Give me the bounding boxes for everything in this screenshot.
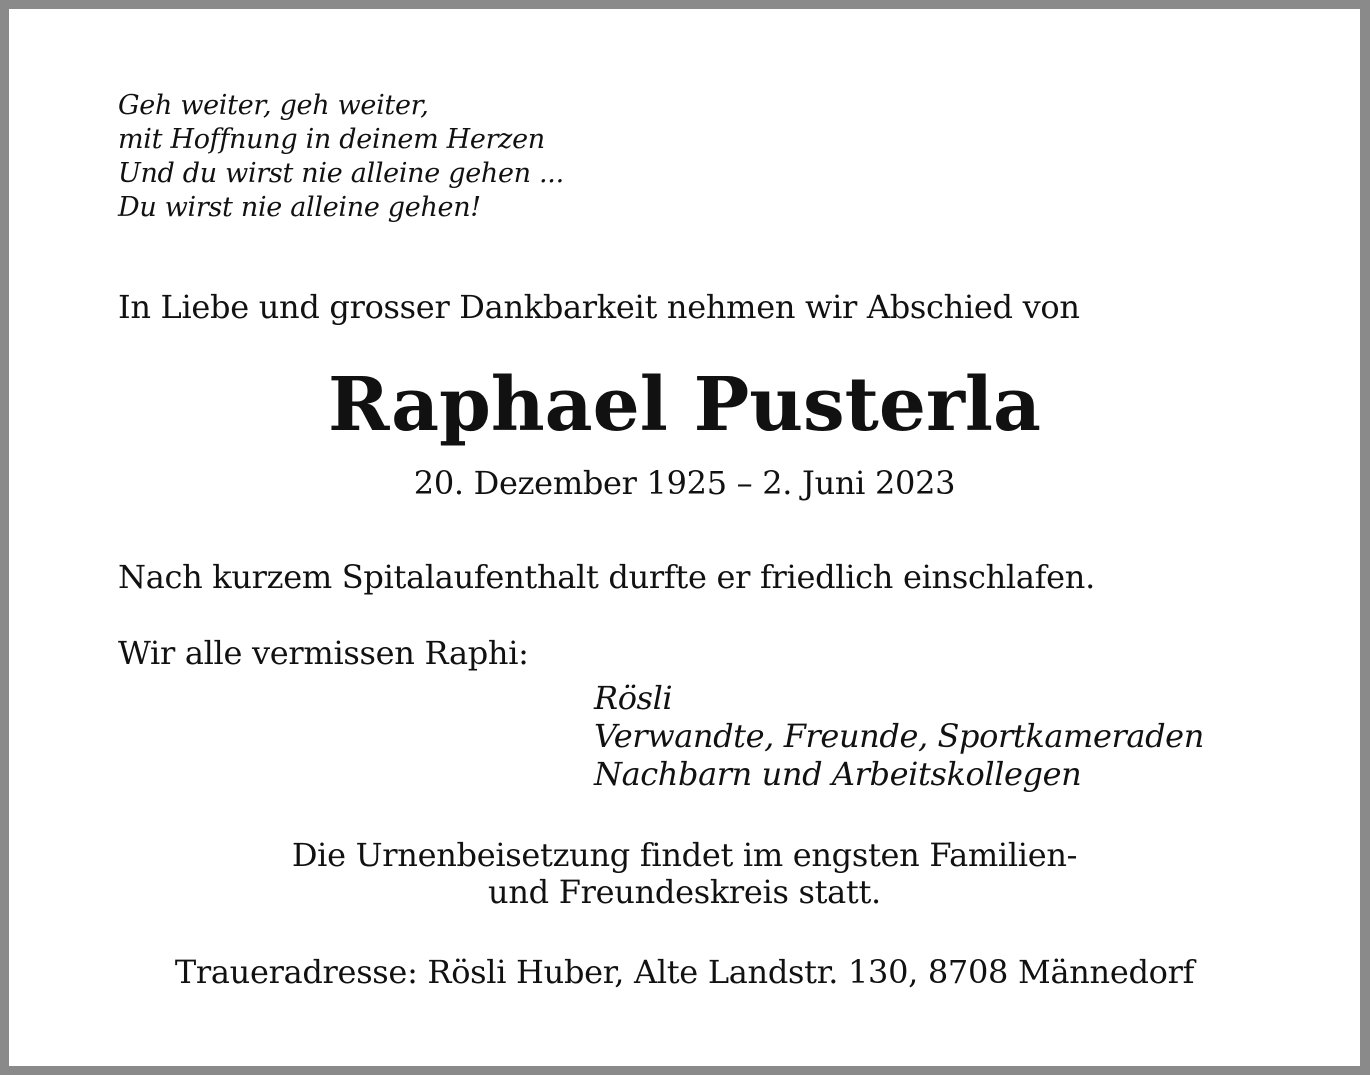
poem-line: mit Hoffnung in deinem Herzen (118, 124, 545, 155)
poem-line: Geh weiter, geh weiter, (118, 90, 429, 121)
life-dates: 20. Dezember 1925 – 2. Juni 2023 (413, 464, 956, 502)
mourning-address: Traueradresse: Rösli Huber, Alte Landstr. 130, 8708 Männedorf (174, 953, 1195, 991)
farewell-intro: In Liebe und grosser Dankbarkeit nehmen wir Abschied von (118, 288, 1080, 326)
poem-line: Du wirst nie alleine gehen! (118, 192, 481, 223)
death-note: Nach kurzem Spitalaufenthalt durfte er friedlich einschlafen. (118, 558, 1095, 596)
burial-line: Die Urnenbeisetzung findet im engsten Familien- (291, 836, 1078, 874)
miss-intro: Wir alle vermissen Raphi: (118, 634, 529, 672)
mourners-list (594, 679, 1204, 793)
mourner-line: Rösli (594, 679, 673, 717)
obituary-sheet (9, 9, 1360, 1066)
burial-line: und Freundeskreis statt. (488, 873, 881, 911)
mourner-line: Nachbarn und Arbeitskollegen (594, 755, 1082, 793)
mourner-line: Verwandte, Freunde, Sportkameraden (594, 717, 1204, 755)
poem-line: Und du wirst nie alleine gehen ... (118, 158, 564, 189)
deceased-name: Raphael Pusterla (327, 362, 1041, 448)
burial-notice (9, 837, 1360, 911)
poem (118, 89, 564, 225)
